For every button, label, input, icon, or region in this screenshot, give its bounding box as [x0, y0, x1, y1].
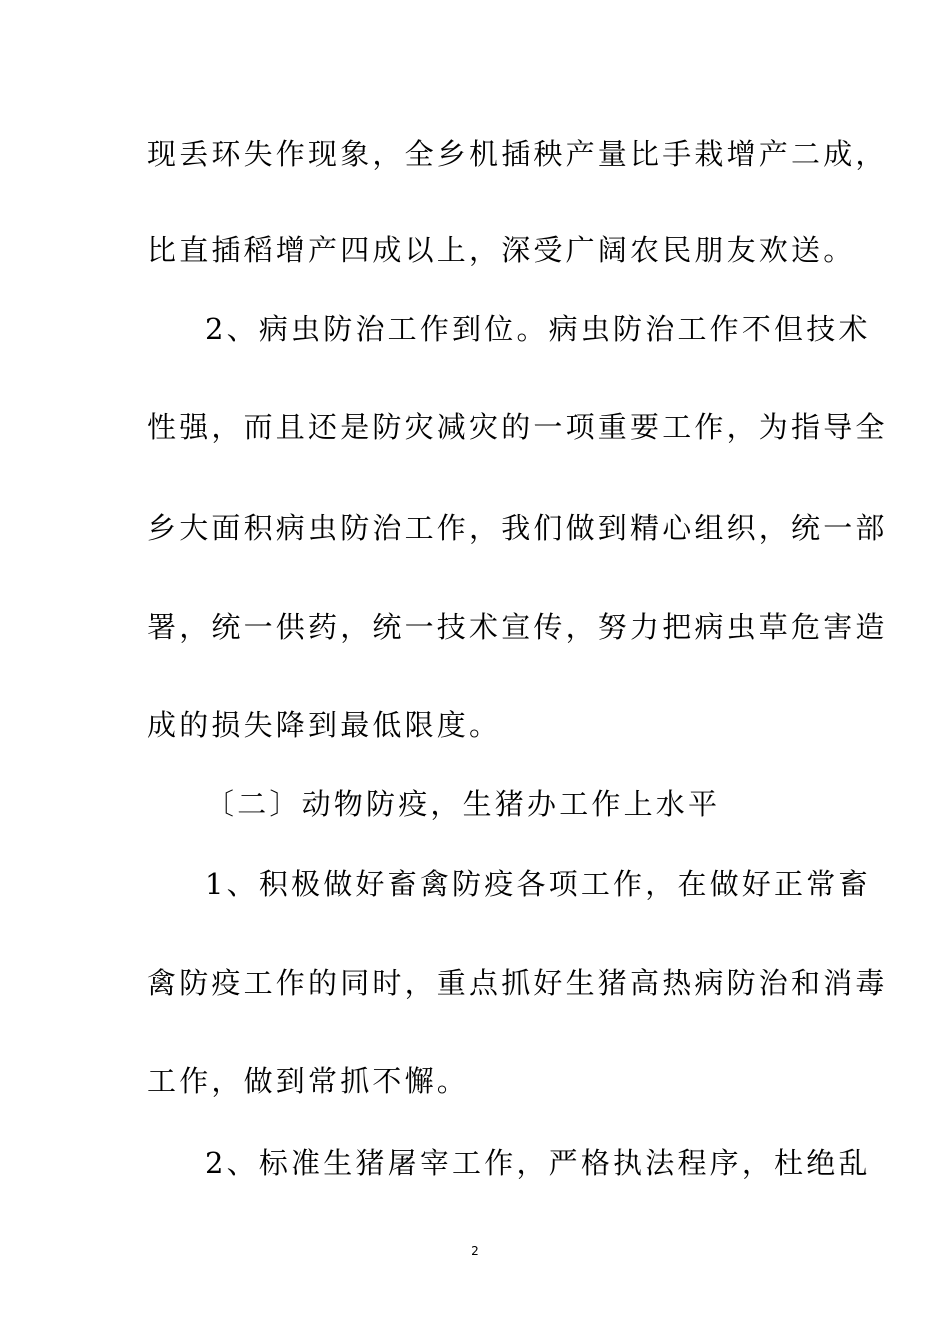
text-line-9: 1、积极做好畜禽防疫各项工作，在做好正常畜 [205, 867, 871, 901]
text-line-3: 2、病虫防治工作到位。病虫防治工作不但技术 [205, 312, 871, 346]
section-heading: 〔二〕动物防疫，生猪办工作上水平 [205, 787, 721, 821]
text-line-2: 比直插稻增产四成以上，深受广阔农民朋友欢送。 [147, 233, 856, 267]
text-line-12: 2、标准生猪屠宰工作，严格执法程序，杜绝乱 [205, 1146, 871, 1180]
text-line-4: 性强，而且还是防灾减灾的一项重要工作，为指导全 [147, 410, 888, 444]
text-line-5: 乡大面积病虫防治工作，我们做到精心组织，统一部 [147, 511, 888, 545]
text-line-6: 署，统一供药，统一技术宣传，努力把病虫草危害造 [147, 610, 888, 644]
text-line-10: 禽防疫工作的同时，重点抓好生猪高热病防治和消毒 [147, 966, 888, 1000]
text-line-7: 成的损失降到最低限度。 [147, 708, 502, 742]
text-line-11: 工作，做到常抓不懈。 [147, 1064, 470, 1098]
page-number: 2 [471, 1244, 479, 1258]
text-line-1: 现丢环失作现象，全乡机插秧产量比手栽增产二成， [147, 137, 888, 171]
